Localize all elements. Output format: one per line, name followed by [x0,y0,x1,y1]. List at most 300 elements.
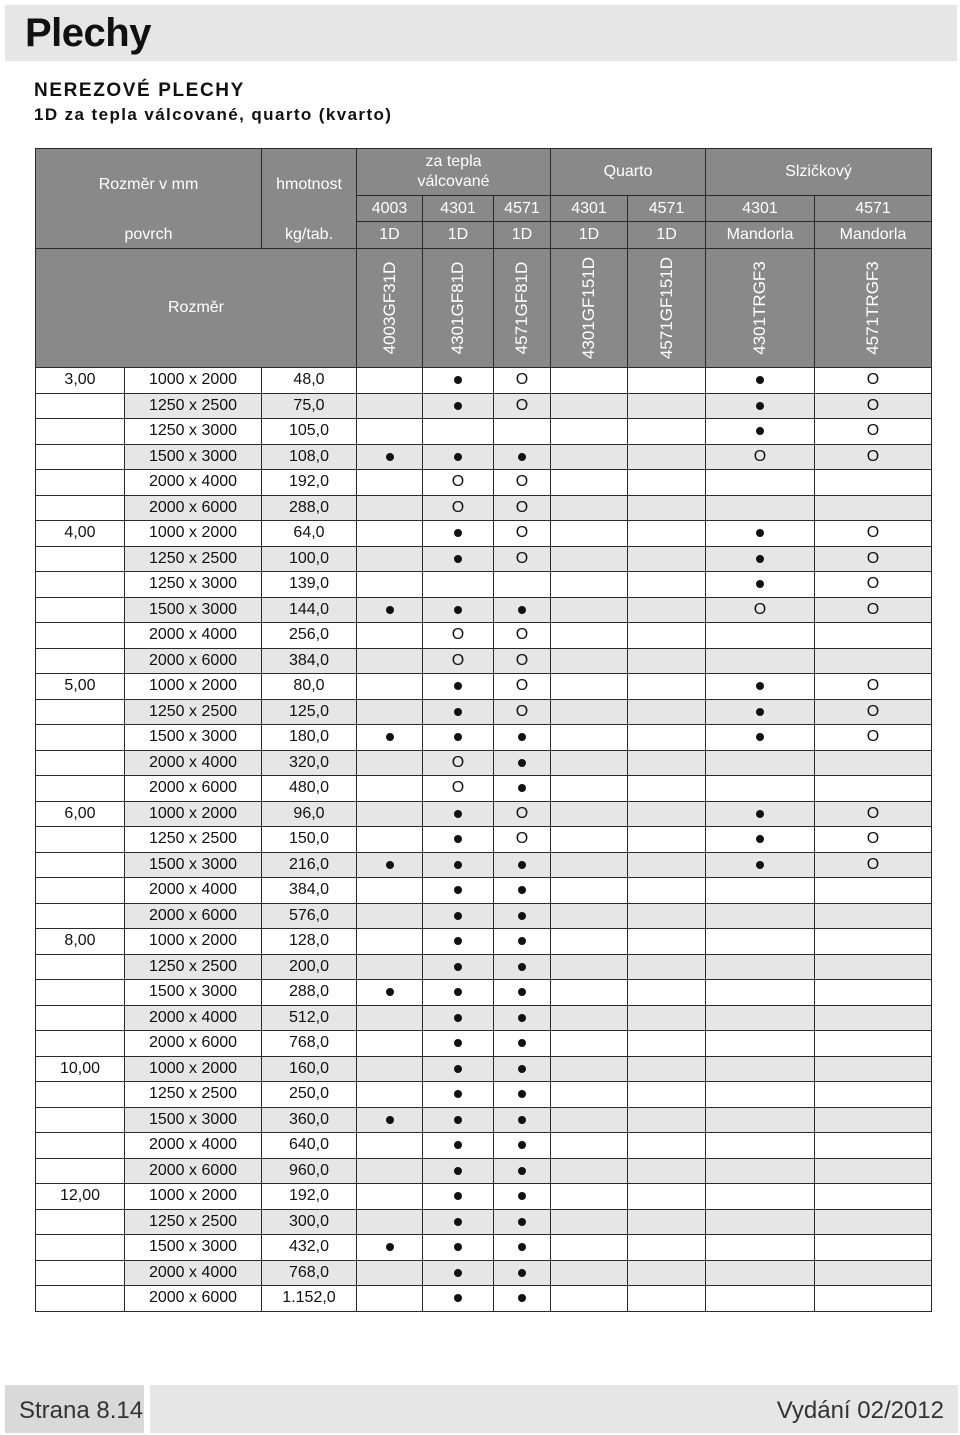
available-dot-icon [756,733,764,741]
cell-size: 2000 x 4000 [125,1005,262,1031]
cell-availability [628,674,706,700]
cell-availability [357,980,423,1006]
cell-availability [706,368,815,394]
on-request-ring-icon: O [866,524,880,542]
cell-availability [551,521,628,547]
available-dot-icon [756,580,764,588]
cell-availability [706,1158,815,1184]
cell-size: 1250 x 3000 [125,572,262,598]
cell-weight: 200,0 [262,954,357,980]
available-dot-icon [756,682,764,690]
available-dot-icon [454,963,462,971]
header-surface: 1D [494,222,551,249]
header-code [423,249,494,368]
cell-availability [706,852,815,878]
header-material: 4571 [494,196,551,222]
cell-availability [357,648,423,674]
header-code [551,249,628,368]
cell-availability [706,878,815,904]
cell-availability [423,903,494,929]
cell-size: 2000 x 6000 [125,776,262,802]
footer-page: Strana 8.14 [19,1397,144,1424]
on-request-ring-icon: O [451,498,465,516]
available-dot-icon [386,733,394,741]
cell-size: 2000 x 4000 [125,1260,262,1286]
available-dot-icon [518,1243,526,1251]
cell-size: 1500 x 3000 [125,444,262,470]
cell-size: 1500 x 3000 [125,1107,262,1133]
cell-availability [706,1286,815,1312]
header-group-quarto: Quarto [551,149,706,196]
cell-weight: 105,0 [262,419,357,445]
cell-thickness [36,444,125,470]
cell-availability [551,903,628,929]
cell-weight: 216,0 [262,852,357,878]
available-dot-icon [518,1192,526,1200]
cell-availability [551,393,628,419]
cell-availability [423,1235,494,1261]
cell-weight: 384,0 [262,648,357,674]
available-dot-icon [454,606,462,614]
header-code-wrap [551,249,627,367]
cell-availability [423,929,494,955]
cell-availability [815,725,932,751]
cell-availability [706,393,815,419]
cell-availability [423,1286,494,1312]
on-request-ring-icon: O [515,804,529,822]
cell-availability [815,648,932,674]
cell-availability [815,470,932,496]
cell-size: 1250 x 2500 [125,954,262,980]
cell-availability [423,546,494,572]
cell-size: 2000 x 4000 [125,1133,262,1159]
table-row [36,444,932,470]
header-surface: Mandorla [815,222,932,249]
available-dot-icon [454,835,462,843]
cell-weight: 144,0 [262,597,357,623]
cell-availability [815,801,932,827]
cell-thickness: 3,00 [36,368,125,394]
cell-availability [423,1260,494,1286]
cell-availability [494,597,551,623]
table-row [36,572,932,598]
available-dot-icon [756,376,764,384]
header-material: 4571 [815,196,932,222]
cell-thickness [36,776,125,802]
cell-availability [815,827,932,853]
cell-thickness: 6,00 [36,801,125,827]
header-code [706,249,815,368]
footer-edition: Vydání 02/2012 [776,1397,944,1424]
table-row [36,903,932,929]
cell-availability [423,1158,494,1184]
available-dot-icon [518,759,526,767]
header-surface: Mandorla [706,222,815,249]
available-dot-icon [386,453,394,461]
available-dot-icon [454,1243,462,1251]
cell-availability [423,1107,494,1133]
header-rozmer-v-mm: Rozměr v mm [36,149,262,222]
cell-availability [357,954,423,980]
cell-availability [551,368,628,394]
cell-thickness [36,878,125,904]
cell-availability [494,393,551,419]
cell-availability [494,623,551,649]
table-row [36,495,932,521]
available-dot-icon [518,784,526,792]
cell-availability [706,725,815,751]
available-dot-icon [454,555,462,563]
cell-availability [628,1260,706,1286]
section-title: NEREZOVÉ PLECHY [34,80,245,101]
cell-availability [628,1235,706,1261]
cell-availability [628,1209,706,1235]
on-request-ring-icon: O [515,473,529,491]
cell-availability [494,1056,551,1082]
cell-size: 1000 x 2000 [125,1184,262,1210]
header-code-wrap [628,249,705,367]
cell-availability [494,546,551,572]
on-request-ring-icon: O [515,830,529,848]
cell-thickness [36,648,125,674]
cell-weight: 512,0 [262,1005,357,1031]
available-dot-icon [518,937,526,945]
on-request-ring-icon: O [451,753,465,771]
on-request-ring-icon: O [866,447,880,465]
cell-availability [423,597,494,623]
header-code-wrap [494,249,550,367]
cell-availability [357,623,423,649]
cell-availability [357,1082,423,1108]
header-code-wrap [706,249,814,367]
cell-weight: 432,0 [262,1235,357,1261]
cell-size: 1500 x 3000 [125,980,262,1006]
cell-availability [706,903,815,929]
cell-availability [494,1158,551,1184]
cell-availability [706,546,815,572]
cell-availability [628,699,706,725]
cell-size: 2000 x 6000 [125,495,262,521]
cell-availability [551,750,628,776]
header-code-label: 4301TRGF3 [750,261,770,355]
cell-availability [628,827,706,853]
cell-thickness [36,1286,125,1312]
cell-availability [494,1235,551,1261]
cell-availability [815,1260,932,1286]
cell-availability [815,419,932,445]
cell-availability [628,495,706,521]
cell-availability [423,954,494,980]
cell-availability [494,929,551,955]
header-povrch: povrch [36,222,262,249]
cell-availability [357,725,423,751]
available-dot-icon [454,453,462,461]
available-dot-icon [756,708,764,716]
cell-availability [706,1184,815,1210]
table-row [36,546,932,572]
table-row [36,1184,932,1210]
table-row [36,1031,932,1057]
cell-availability [551,954,628,980]
cell-availability [357,878,423,904]
cell-size: 1250 x 3000 [125,419,262,445]
cell-size: 1500 x 3000 [125,1235,262,1261]
cell-weight: 960,0 [262,1158,357,1184]
header-rozmer: Rozměr [36,249,357,368]
cell-availability [357,1286,423,1312]
available-dot-icon [518,886,526,894]
cell-availability [628,444,706,470]
cell-availability [815,1031,932,1057]
table-row [36,1133,932,1159]
cell-availability [423,1056,494,1082]
cell-availability [494,1286,551,1312]
cell-availability [815,1082,932,1108]
table-row [36,470,932,496]
cell-availability [357,597,423,623]
cell-availability [551,572,628,598]
header-material: 4301 [423,196,494,222]
cell-availability [494,776,551,802]
cell-availability [628,1005,706,1031]
cell-availability [815,980,932,1006]
cell-size: 1000 x 2000 [125,929,262,955]
header-code [815,249,932,368]
cell-availability [815,929,932,955]
cell-availability [551,648,628,674]
available-dot-icon [518,1065,526,1073]
available-dot-icon [454,861,462,869]
header-kg-tab: kg/tab. [262,222,357,249]
cell-thickness [36,1107,125,1133]
on-request-ring-icon: O [515,651,529,669]
cell-size: 1250 x 2500 [125,1082,262,1108]
cell-weight: 288,0 [262,980,357,1006]
on-request-ring-icon: O [866,855,880,873]
cell-availability [628,1031,706,1057]
on-request-ring-icon: O [515,626,529,644]
cell-thickness [36,725,125,751]
cell-availability [423,1209,494,1235]
available-dot-icon [454,988,462,996]
on-request-ring-icon: O [451,779,465,797]
cell-size: 1500 x 3000 [125,725,262,751]
cell-availability [706,776,815,802]
cell-weight: 125,0 [262,699,357,725]
on-request-ring-icon: O [866,575,880,593]
available-dot-icon [518,1269,526,1277]
on-request-ring-icon: O [515,498,529,516]
cell-weight: 480,0 [262,776,357,802]
cell-availability [706,470,815,496]
table-row [36,1286,932,1312]
header-surface: 1D [628,222,706,249]
cell-availability [423,674,494,700]
cell-availability [357,1184,423,1210]
cell-availability [815,1158,932,1184]
cell-thickness [36,572,125,598]
cell-size: 2000 x 6000 [125,648,262,674]
available-dot-icon [454,1090,462,1098]
table-row [36,648,932,674]
cell-weight: 160,0 [262,1056,357,1082]
cell-availability [551,878,628,904]
header-code-wrap [815,249,931,367]
available-dot-icon [386,1243,394,1251]
cell-weight: 640,0 [262,1133,357,1159]
header-code-wrap [423,249,493,367]
cell-availability [423,495,494,521]
cell-thickness [36,1031,125,1057]
cell-availability [706,1209,815,1235]
cell-availability [628,801,706,827]
available-dot-icon [386,861,394,869]
cell-availability [551,495,628,521]
footer-page-box [5,1385,144,1433]
cell-availability [423,444,494,470]
cell-availability [357,699,423,725]
cell-thickness [36,623,125,649]
cell-availability [551,699,628,725]
cell-availability [357,801,423,827]
cell-availability [815,1184,932,1210]
cell-weight: 150,0 [262,827,357,853]
table-row [36,1005,932,1031]
available-dot-icon [454,1014,462,1022]
cell-availability [815,954,932,980]
cell-availability [706,1107,815,1133]
cell-availability [815,623,932,649]
cell-availability [551,1209,628,1235]
cell-weight: 250,0 [262,1082,357,1108]
cell-availability [494,521,551,547]
on-request-ring-icon: O [866,371,880,389]
cell-size: 1000 x 2000 [125,801,262,827]
cell-availability [551,725,628,751]
product-table [35,148,932,1312]
on-request-ring-icon: O [866,600,880,618]
cell-availability [628,470,706,496]
on-request-ring-icon: O [515,396,529,414]
cell-weight: 384,0 [262,878,357,904]
header-surface: 1D [423,222,494,249]
on-request-ring-icon: O [515,677,529,695]
available-dot-icon [518,1039,526,1047]
cell-size: 1000 x 2000 [125,521,262,547]
cell-availability [551,1056,628,1082]
cell-availability [815,521,932,547]
available-dot-icon [454,1065,462,1073]
cell-availability [357,368,423,394]
cell-availability [494,801,551,827]
on-request-ring-icon: O [866,728,880,746]
available-dot-icon [454,402,462,410]
on-request-ring-icon: O [866,396,880,414]
cell-size: 2000 x 4000 [125,878,262,904]
cell-availability [628,419,706,445]
cell-availability [551,1260,628,1286]
cell-availability [494,674,551,700]
header-code-label: 4571TRGF3 [863,261,883,355]
cell-availability [423,1184,494,1210]
cell-availability [551,1082,628,1108]
cell-availability [815,699,932,725]
cell-availability [423,1031,494,1057]
available-dot-icon [454,1294,462,1302]
header-code-label: 4301GF151D [579,256,599,360]
cell-thickness [36,470,125,496]
cell-availability [494,852,551,878]
table-row [36,1235,932,1261]
table-row [36,725,932,751]
cell-availability [551,980,628,1006]
cell-availability [706,521,815,547]
section-heading [34,80,392,128]
table-row [36,750,932,776]
cell-weight: 128,0 [262,929,357,955]
cell-availability [551,1107,628,1133]
cell-availability [357,419,423,445]
cell-availability [357,1056,423,1082]
cell-availability [628,1286,706,1312]
cell-availability [494,572,551,598]
cell-availability [357,572,423,598]
available-dot-icon [518,912,526,920]
available-dot-icon [518,861,526,869]
cell-thickness: 8,00 [36,929,125,955]
available-dot-icon [518,1294,526,1302]
cell-size: 1500 x 3000 [125,597,262,623]
cell-thickness [36,750,125,776]
table-row [36,1260,932,1286]
cell-availability [628,954,706,980]
available-dot-icon [518,1141,526,1149]
cell-availability [628,929,706,955]
cell-availability [706,1082,815,1108]
page-title: Plechy [25,11,151,55]
cell-thickness [36,1082,125,1108]
cell-availability [423,521,494,547]
cell-thickness [36,1158,125,1184]
cell-availability [423,368,494,394]
available-dot-icon [518,963,526,971]
cell-availability [494,648,551,674]
available-dot-icon [518,453,526,461]
on-request-ring-icon: O [515,371,529,389]
table-row [36,878,932,904]
available-dot-icon [518,1218,526,1226]
cell-weight: 180,0 [262,725,357,751]
cell-availability [494,1082,551,1108]
cell-availability [494,368,551,394]
cell-availability [357,393,423,419]
header-material: 4571 [628,196,706,222]
cell-availability [357,903,423,929]
table-row [36,776,932,802]
cell-size: 1000 x 2000 [125,368,262,394]
available-dot-icon [454,886,462,894]
header-material: 4301 [706,196,815,222]
on-request-ring-icon: O [866,702,880,720]
available-dot-icon [518,1116,526,1124]
cell-size: 1000 x 2000 [125,1056,262,1082]
table-row [36,954,932,980]
cell-availability [815,368,932,394]
header-code-label: 4003GF31D [379,261,399,355]
cell-availability [423,623,494,649]
cell-weight: 192,0 [262,1184,357,1210]
cell-thickness [36,495,125,521]
